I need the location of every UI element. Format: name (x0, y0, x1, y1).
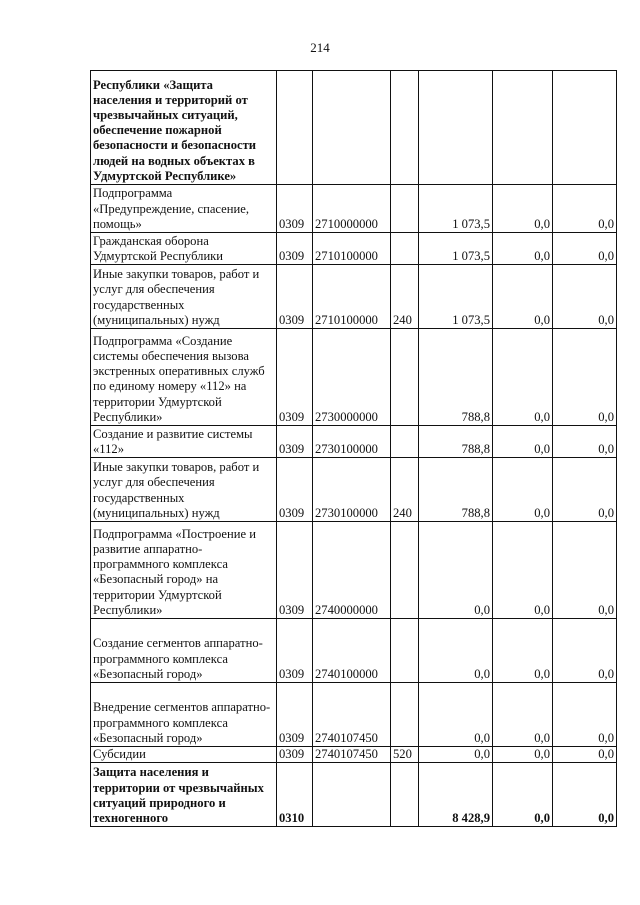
cell-amount-year3: 0,0 (553, 619, 617, 683)
cell-amount-year1: 0,0 (419, 522, 493, 619)
cell-target-article (313, 763, 391, 827)
cell-amount-year3: 0,0 (553, 233, 617, 265)
cell-expense-type (391, 71, 419, 185)
cell-amount-year2: 0,0 (493, 426, 553, 458)
cell-target-article: 2730100000 (313, 426, 391, 458)
cell-expense-type (391, 763, 419, 827)
cell-amount-year2: 0,0 (493, 763, 553, 827)
cell-amount-year1: 0,0 (419, 747, 493, 763)
cell-name: Республики «Защита населения и территорий от чрезвычайных ситуаций, обеспечение пожарной безопасности и безопасности людей на водных объектах в Удмуртской Республике» (91, 71, 277, 185)
cell-section-code: 0309 (277, 683, 313, 747)
cell-section-code: 0310 (277, 763, 313, 827)
table-row (91, 426, 617, 458)
cell-name: Иные закупки товаров, работ и услуг для обеспечения государственных (муниципальных) нужд (91, 458, 277, 522)
cell-amount-year2 (493, 71, 553, 185)
cell-amount-year2: 0,0 (493, 185, 553, 233)
cell-target-article: 2710100000 (313, 265, 391, 329)
cell-section-code: 0309 (277, 329, 313, 426)
cell-amount-year3: 0,0 (553, 747, 617, 763)
table-row (91, 747, 617, 763)
cell-amount-year3: 0,0 (553, 185, 617, 233)
cell-target-article (313, 71, 391, 185)
table-row (91, 522, 617, 619)
table-row (91, 185, 617, 233)
cell-amount-year1 (419, 71, 493, 185)
cell-amount-year3 (553, 71, 617, 185)
cell-section-code: 0309 (277, 747, 313, 763)
cell-amount-year2: 0,0 (493, 265, 553, 329)
cell-section-code: 0309 (277, 522, 313, 619)
cell-name: Внедрение сегментов аппаратно-программного комплекса «Безопасный город» (91, 683, 277, 747)
cell-amount-year1: 1 073,5 (419, 185, 493, 233)
cell-name: Создание и развитие системы «112» (91, 426, 277, 458)
cell-expense-type (391, 185, 419, 233)
cell-expense-type: 520 (391, 747, 419, 763)
cell-amount-year2: 0,0 (493, 522, 553, 619)
cell-name: Субсидии (91, 747, 277, 763)
cell-expense-type: 240 (391, 265, 419, 329)
cell-target-article: 2730000000 (313, 329, 391, 426)
cell-name: Создание сегментов аппаратно-программного комплекса «Безопасный город» (91, 619, 277, 683)
page-number: 214 (310, 40, 330, 55)
budget-table (90, 70, 617, 827)
cell-name: Гражданская оборона Удмуртской Республики (91, 233, 277, 265)
cell-section-code: 0309 (277, 619, 313, 683)
table-row (91, 233, 617, 265)
cell-amount-year3: 0,0 (553, 522, 617, 619)
cell-expense-type (391, 329, 419, 426)
cell-amount-year2: 0,0 (493, 329, 553, 426)
cell-amount-year1: 0,0 (419, 683, 493, 747)
cell-amount-year1: 1 073,5 (419, 265, 493, 329)
cell-target-article: 2740000000 (313, 522, 391, 619)
table-row (91, 458, 617, 522)
cell-amount-year3: 0,0 (553, 265, 617, 329)
cell-section-code (277, 71, 313, 185)
cell-amount-year1: 788,8 (419, 458, 493, 522)
cell-name: Иные закупки товаров, работ и услуг для обеспечения государственных (муниципальных) нужд (91, 265, 277, 329)
table-row (91, 329, 617, 426)
cell-amount-year2: 0,0 (493, 619, 553, 683)
cell-name: Подпрограмма «Создание системы обеспечения вызова экстренных оперативных служб по единому номеру «112» на территории Удмуртской Республики» (91, 329, 277, 426)
cell-section-code: 0309 (277, 458, 313, 522)
cell-amount-year3: 0,0 (553, 763, 617, 827)
cell-amount-year1: 1 073,5 (419, 233, 493, 265)
cell-amount-year3: 0,0 (553, 329, 617, 426)
cell-expense-type (391, 522, 419, 619)
table-row (91, 619, 617, 683)
cell-amount-year1: 788,8 (419, 329, 493, 426)
cell-amount-year1: 8 428,9 (419, 763, 493, 827)
cell-target-article: 2740100000 (313, 619, 391, 683)
cell-target-article: 2710000000 (313, 185, 391, 233)
table-body (91, 71, 617, 827)
cell-amount-year2: 0,0 (493, 458, 553, 522)
table-row (91, 683, 617, 747)
cell-target-article: 2740107450 (313, 683, 391, 747)
cell-target-article: 2710100000 (313, 233, 391, 265)
table-row (91, 71, 617, 185)
cell-amount-year2: 0,0 (493, 747, 553, 763)
cell-amount-year2: 0,0 (493, 233, 553, 265)
cell-section-code: 0309 (277, 426, 313, 458)
cell-expense-type (391, 619, 419, 683)
cell-expense-type (391, 233, 419, 265)
cell-amount-year1: 0,0 (419, 619, 493, 683)
cell-amount-year2: 0,0 (493, 683, 553, 747)
cell-section-code: 0309 (277, 265, 313, 329)
cell-expense-type (391, 683, 419, 747)
cell-expense-type: 240 (391, 458, 419, 522)
cell-name: Защита населения и территории от чрезвычайных ситуаций природного и техногенного (91, 763, 277, 827)
cell-expense-type (391, 426, 419, 458)
cell-amount-year3: 0,0 (553, 458, 617, 522)
cell-target-article: 2730100000 (313, 458, 391, 522)
cell-target-article: 2740107450 (313, 747, 391, 763)
cell-amount-year3: 0,0 (553, 426, 617, 458)
cell-amount-year1: 788,8 (419, 426, 493, 458)
cell-amount-year3: 0,0 (553, 683, 617, 747)
cell-name: Подпрограмма «Построение и развитие аппаратно-программного комплекса «Безопасный город» на территории Удмуртской Республики» (91, 522, 277, 619)
cell-section-code: 0309 (277, 185, 313, 233)
table-row (91, 763, 617, 827)
cell-name: Подпрограмма «Предупреждение, спасение, помощь» (91, 185, 277, 233)
cell-section-code: 0309 (277, 233, 313, 265)
table-row (91, 265, 617, 329)
